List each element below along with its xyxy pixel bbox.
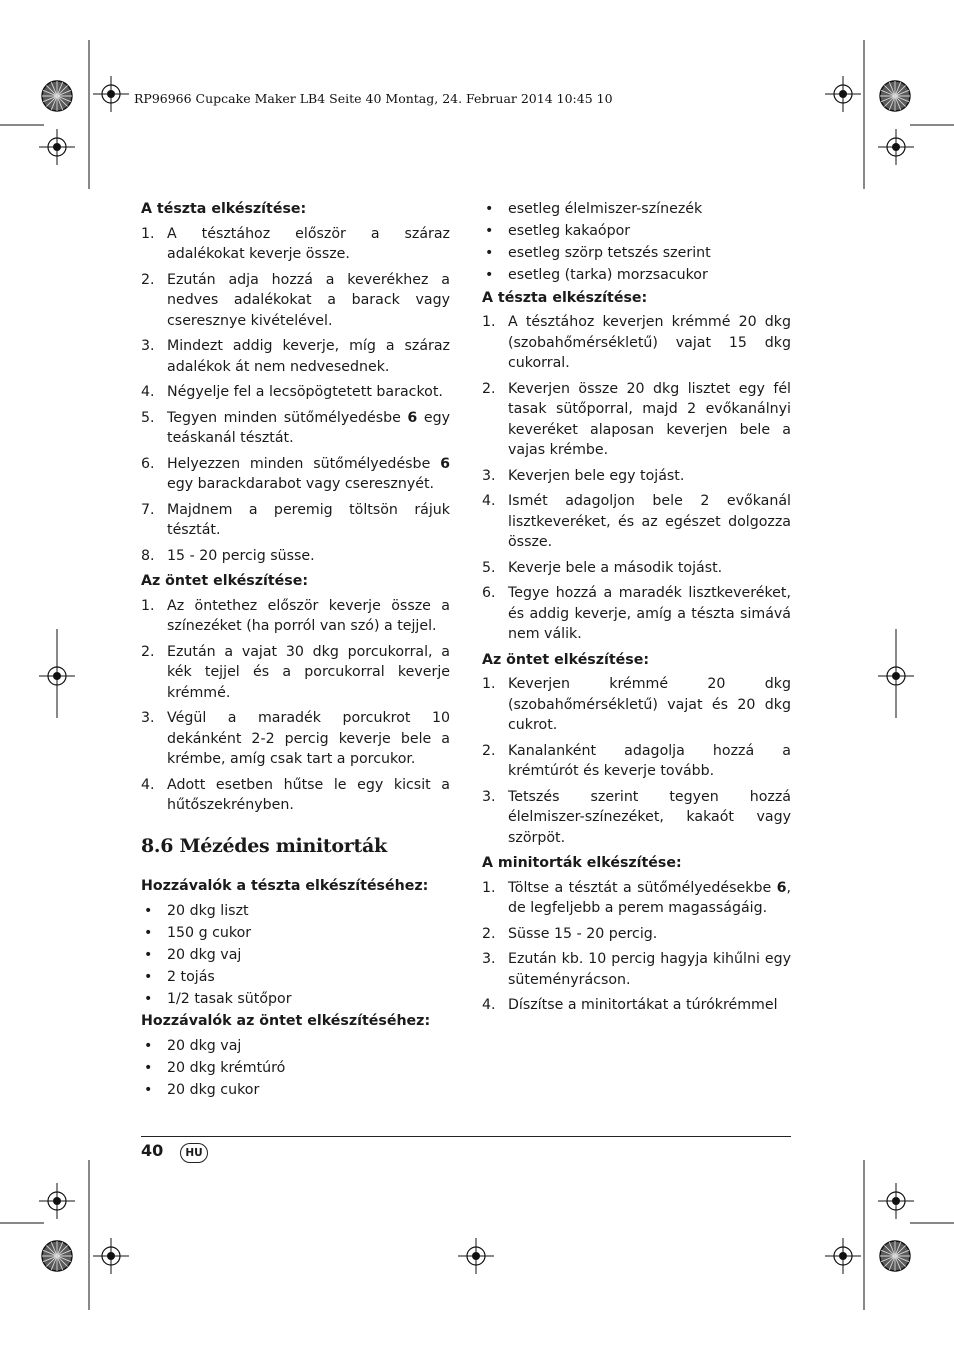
list-item: • 20 dkg vaj — [144, 1037, 242, 1054]
list-item: 7. Majdnem a peremig töltsön rájuk tésztát. — [141, 501, 450, 538]
list-item: • esetleg szörp tetszés szerint — [485, 245, 711, 261]
list-item: 6. Tegye hozzá a maradék lisztkeveréket, és addig keverje, amíg a tészta simává nem válik. — [482, 585, 791, 642]
list-item: 2. Keverjen össze 20 dkg lisztet egy fél tasak sütőporral, majd 2 evőkanálnyi keveréket alaposan keverjen bele a vajas krémbe. — [482, 380, 791, 458]
list-item: 3. Ezután kb. 10 percig hagyja kihűlni egy süteményrácson. — [482, 951, 791, 988]
list-item: • 20 dkg liszt — [144, 902, 249, 919]
ingredients-topping — [141, 1036, 450, 1101]
list-item: 1. Az öntethez először keverje össze a színezéket (ha porról van szó) a tejjel. — [141, 597, 450, 634]
footer-rule — [141, 1136, 791, 1137]
ingredients-optional — [482, 199, 791, 286]
heading-minicakes: A minitorták elkészítése: — [482, 855, 682, 871]
heading-ingredients-dough: Hozzávalók a tészta elkészítéséhez: — [141, 878, 429, 894]
list-item: • esetleg (tarka) morzsacukor — [485, 267, 708, 283]
heading-dough-2: A tészta elkészítése: — [482, 289, 648, 306]
list-item: 2. Kanalanként adagolja hozzá a krémtúrót és keverje tovább. — [482, 742, 791, 779]
list-item: 1. A tésztához keverjen krémmé 20 dkg (szobahőmérsékletű) vajat 15 dkg cukorral. — [482, 314, 791, 371]
language-badge: HU — [180, 1143, 208, 1163]
heading-dough: A tészta elkészítése: — [141, 201, 307, 217]
minicake-steps — [482, 878, 791, 1016]
topping-steps-2 — [482, 674, 791, 848]
topping-steps — [141, 596, 450, 816]
heading-topping: Az öntet elkészítése: — [141, 573, 309, 589]
section-title: 8.6 Mézédes minitorták — [141, 834, 387, 857]
page-number: 40 — [141, 1141, 164, 1160]
dough-steps — [141, 224, 450, 567]
list-item: 8. 15 - 20 percig süsse. — [141, 547, 315, 564]
list-item: • 150 g cukor — [144, 924, 252, 941]
list-item: 3. Keverjen bele egy tojást. — [482, 467, 685, 484]
left-column — [141, 199, 450, 1102]
list-item: • esetleg kakaópor — [485, 223, 631, 239]
print-slug: RP96966 Cupcake Maker LB4 Seite 40 Montag, 24. Februar 2014 10:45 10 — [134, 91, 613, 106]
list-item: • 1/2 tasak sütőpor — [144, 990, 292, 1007]
right-column — [482, 199, 791, 1021]
list-item: • 2 tojás — [144, 968, 215, 985]
list-item: 4. Díszítse a minitortákat a túrókrémmel — [482, 997, 778, 1013]
list-item: 4. Ismét adagoljon bele 2 evőkanál lisztkeveréket, és az egészet dolgozza össze. — [482, 493, 791, 550]
list-item: 1. A tésztához először a száraz adalékokat keverje össze. — [141, 225, 450, 262]
list-item: 3. Mindezt addig keverje, míg a száraz adalékok át nem nedvesednek. — [141, 338, 450, 375]
list-item: 6. Helyezzen minden sütőmélyedésbe 6 egy barackdarabot vagy cseresznyét. — [141, 455, 450, 492]
list-item: • 20 dkg krémtúró — [144, 1059, 286, 1076]
list-item: 1. Töltse a tésztát a sütőmélyedésekbe 6, de legfeljebb a perem magasságáig. — [482, 879, 791, 916]
list-item: 2. Ezután adja hozzá a keverékhez a nedves adalékokat a barack vagy cseresznye kivételével. — [141, 271, 450, 329]
list-item: • 20 dkg vaj — [144, 946, 242, 963]
list-item: 5. Tegyen minden sütőmélyedésbe 6 egy teáskanál tésztát. — [141, 409, 451, 446]
list-item: 3. Tetszés szerint tegyen hozzá élelmiszer-színezéket, kakaót vagy szörpöt. — [482, 788, 791, 846]
list-item: 2. Ezután a vajat 30 dkg porcukorral, a kék tejjel és a porcukorral keverje krémmé. — [141, 643, 450, 701]
list-item: 3. Végül a maradék porcukrot 10 dekánként 2-2 percig keverje bele a krémbe, amíg csak tart a porcukor. — [141, 710, 450, 767]
dough-steps-2 — [482, 312, 791, 645]
list-item: 4. Négyelje fel a lecsöpögtetett barackot. — [141, 384, 443, 400]
list-item: 4. Adott esetben hűtse le egy kicsit a hűtőszekrényben. — [141, 776, 450, 813]
list-item: • 20 dkg cukor — [144, 1081, 260, 1098]
list-item: 2. Süsse 15 - 20 percig. — [482, 925, 658, 942]
list-item: 1. Keverjen krémmé 20 dkg (szobahőmérsékletű) vajat és 20 dkg cukrot. — [482, 676, 791, 733]
list-item: 5. Keverje bele a második tojást. — [482, 559, 723, 576]
list-item: • esetleg élelmiszer-színezék — [485, 201, 703, 217]
ingredients-dough — [141, 901, 450, 1010]
heading-topping-2: Az öntet elkészítése: — [482, 651, 650, 668]
heading-ingredients-topping: Hozzávalók az öntet elkészítéséhez: — [141, 1013, 431, 1029]
